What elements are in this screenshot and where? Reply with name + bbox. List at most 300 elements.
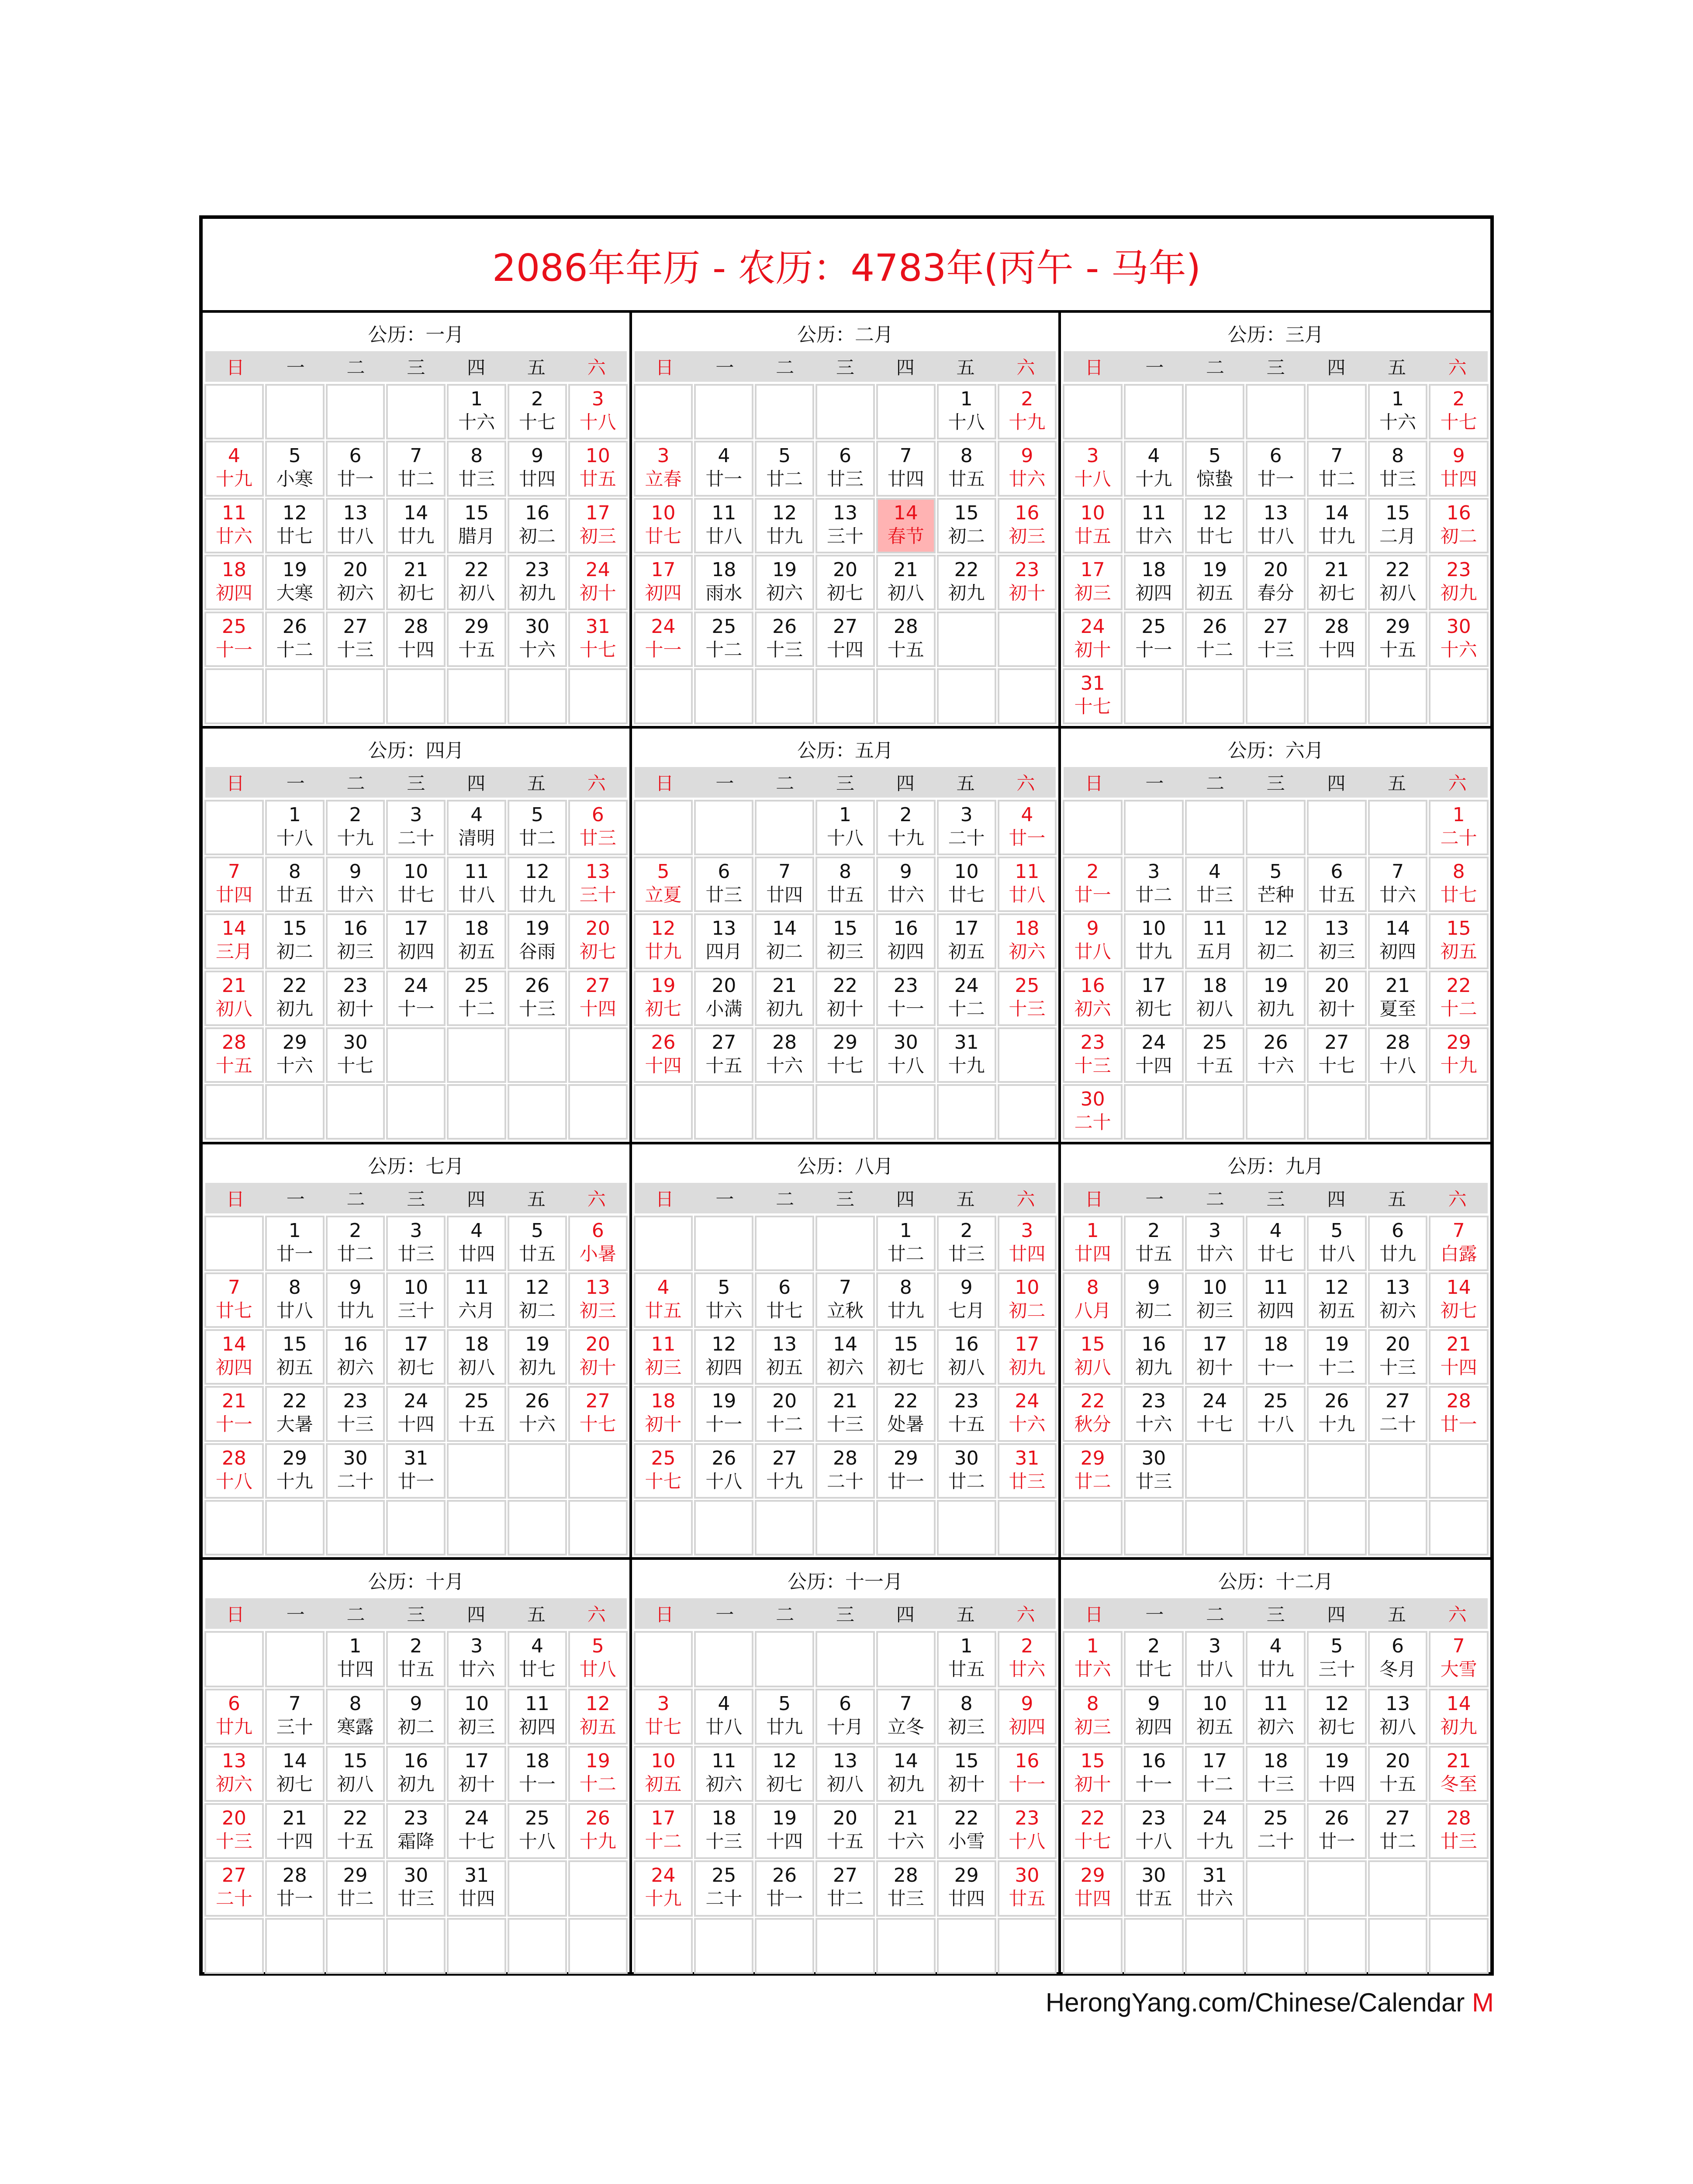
lunar-day: 十三	[826, 1413, 864, 1435]
solar-day: 8	[349, 1692, 362, 1715]
solar-day: 2	[899, 803, 912, 826]
day-cell	[1308, 857, 1366, 911]
solar-day: 19	[1324, 1333, 1349, 1356]
solar-day: 28	[833, 1447, 857, 1469]
lunar-day: 立冬	[887, 1716, 924, 1738]
solar-day: 24	[1202, 1807, 1227, 1830]
lunar-day: 初四	[215, 582, 252, 604]
weekday-label: 二	[776, 772, 795, 794]
lunar-day: 廿二	[948, 1470, 985, 1492]
lunar-day: 廿一	[276, 1888, 313, 1910]
weekday-label: 一	[1145, 772, 1164, 794]
solar-day: 3	[410, 1219, 422, 1242]
day-cell	[756, 556, 813, 609]
day-cell	[1308, 1919, 1366, 1973]
day-cell	[569, 385, 627, 439]
lunar-day: 初八	[948, 1357, 985, 1379]
day-cell	[1064, 1747, 1122, 1801]
day-cell	[1430, 1273, 1488, 1327]
solar-day: 10	[1015, 1276, 1040, 1299]
solar-day: 3	[1208, 1219, 1221, 1242]
day-cell	[205, 1444, 263, 1498]
lunar-day: 六月	[458, 1299, 495, 1321]
day-cell	[266, 1861, 324, 1915]
weekday-label: 日	[226, 1604, 245, 1626]
solar-day: 28	[221, 1447, 246, 1469]
day-cell	[1430, 1028, 1488, 1082]
lunar-day: 廿五	[397, 1659, 435, 1680]
solar-day: 15	[343, 1749, 368, 1772]
solar-day: 18	[1263, 1333, 1288, 1356]
solar-day: 26	[282, 615, 307, 638]
weekday-label: 日	[1085, 357, 1103, 378]
solar-day: 11	[464, 860, 489, 883]
solar-day: 1	[839, 803, 851, 826]
solar-day: 16	[525, 501, 549, 524]
day-cell	[1064, 1501, 1122, 1555]
day-cell	[999, 669, 1056, 723]
day-cell	[1186, 442, 1244, 495]
lunar-day: 十三	[705, 1831, 743, 1852]
solar-day: 24	[651, 1864, 676, 1887]
lunar-day: 二十	[1440, 827, 1477, 849]
weekday-label: 三	[407, 357, 425, 378]
solar-day: 11	[1263, 1692, 1288, 1715]
weekday-label: 五	[527, 357, 546, 378]
solar-day: 18	[464, 917, 489, 940]
lunar-day: 初四	[1135, 582, 1172, 604]
solar-day: 17	[651, 558, 676, 581]
lunar-day: 十三	[1257, 639, 1294, 661]
solar-day: 10	[1202, 1692, 1227, 1715]
lunar-day: 十六	[887, 1831, 924, 1852]
lunar-day: 十八	[705, 1470, 743, 1492]
lunar-day: 廿二	[518, 827, 556, 849]
day-cell	[327, 1444, 384, 1498]
solar-day: 13	[772, 1333, 797, 1356]
day-cell	[1308, 1387, 1366, 1441]
day-cell	[205, 1028, 263, 1082]
day-cell	[999, 1861, 1056, 1915]
solar-day: 18	[464, 1333, 489, 1356]
lunar-day: 廿五	[579, 468, 616, 490]
lunar-day: 廿九	[887, 1299, 924, 1321]
lunar-day: 十二	[276, 639, 313, 661]
day-cell	[635, 914, 692, 968]
day-cell	[387, 1690, 445, 1744]
solar-day: 23	[1446, 558, 1471, 581]
lunar-day: 腊月	[458, 525, 495, 547]
day-cell	[938, 1919, 995, 1973]
day-cell	[327, 1632, 384, 1686]
lunar-day: 初五	[1440, 941, 1477, 963]
lunar-day: 初四	[1257, 1299, 1294, 1321]
solar-day: 5	[531, 803, 543, 826]
day-cell	[816, 1273, 874, 1327]
day-cell	[569, 1085, 627, 1139]
lunar-day: 十七	[1074, 1831, 1111, 1852]
lunar-day: 十一	[705, 1413, 743, 1435]
lunar-day: 廿六	[1009, 468, 1046, 490]
weekday-header	[205, 767, 627, 798]
solar-day: 8	[288, 860, 301, 883]
day-cell	[1064, 612, 1122, 666]
lunar-day: 十八	[1074, 468, 1111, 490]
day-cell	[508, 442, 566, 495]
days-grid	[635, 1216, 1056, 1555]
lunar-day: 十五	[337, 1831, 374, 1852]
day-cell	[1247, 1804, 1305, 1858]
day-cell	[448, 442, 505, 495]
day-cell	[756, 1216, 813, 1270]
lunar-day: 初八	[826, 1773, 864, 1795]
day-cell	[569, 1444, 627, 1498]
day-cell	[205, 1747, 263, 1801]
day-cell	[1430, 1444, 1488, 1498]
solar-day: 11	[1202, 917, 1227, 940]
day-cell	[569, 914, 627, 968]
lunar-day: 十八	[1135, 1831, 1172, 1852]
solar-day: 13	[712, 917, 736, 940]
lunar-day: 十七	[1196, 1413, 1233, 1435]
lunar-day: 十二	[705, 639, 743, 661]
solar-day: 29	[1385, 615, 1410, 638]
day-cell	[1247, 801, 1305, 854]
day-cell	[816, 1330, 874, 1384]
lunar-day: 十四	[645, 1054, 682, 1076]
day-cell	[999, 801, 1056, 854]
lunar-day: 廿九	[1318, 525, 1355, 547]
solar-day: 31	[585, 615, 610, 638]
solar-day: 9	[1021, 1692, 1033, 1715]
lunar-day: 十四	[1135, 1054, 1172, 1076]
day-cell	[1186, 1444, 1244, 1498]
month-name: 公历：九月	[1227, 1155, 1324, 1178]
day-cell	[1247, 1387, 1305, 1441]
solar-day: 3	[657, 1692, 670, 1715]
lunar-day: 廿二	[397, 468, 435, 490]
day-cell	[938, 556, 995, 609]
solar-day: 21	[221, 974, 246, 997]
day-cell	[695, 1861, 753, 1915]
day-cell	[635, 499, 692, 553]
day-cell	[1369, 556, 1427, 609]
solar-day: 30	[1080, 1088, 1105, 1111]
solar-day: 19	[1324, 1749, 1349, 1772]
solar-day: 23	[343, 1390, 368, 1413]
day-cell	[508, 1861, 566, 1915]
lunar-day: 初七	[826, 582, 864, 604]
lunar-day: 廿一	[1440, 1413, 1477, 1435]
solar-day: 27	[1324, 1031, 1349, 1054]
day-cell	[816, 914, 874, 968]
day-cell	[877, 1216, 935, 1270]
day-cell	[327, 801, 384, 854]
day-cell	[387, 1501, 445, 1555]
solar-day: 2	[1147, 1219, 1160, 1242]
solar-day: 19	[651, 974, 676, 997]
day-cell	[938, 857, 995, 911]
day-cell	[569, 971, 627, 1025]
day-cell	[1125, 1216, 1183, 1270]
day-cell	[266, 1690, 324, 1744]
day-cell	[938, 1690, 995, 1744]
day-cell	[1308, 442, 1366, 495]
day-cell	[1186, 1273, 1244, 1327]
day-cell	[1064, 1273, 1122, 1327]
weekday-header	[1064, 1598, 1488, 1629]
day-cell	[327, 612, 384, 666]
day-cell	[266, 971, 324, 1025]
day-cell	[1430, 442, 1488, 495]
day-cell	[387, 971, 445, 1025]
days-grid	[635, 1632, 1056, 1973]
weekday-label: 日	[226, 1188, 245, 1210]
lunar-day: 八月	[1074, 1299, 1111, 1321]
solar-day: 13	[585, 1276, 610, 1299]
lunar-day: 十五	[1196, 1054, 1233, 1076]
solar-day: 17	[954, 917, 979, 940]
weekday-label: 二	[1206, 1604, 1224, 1626]
lunar-day: 初二	[1135, 1299, 1172, 1321]
lunar-day: 廿七	[276, 525, 313, 547]
weekday-label: 五	[1387, 772, 1406, 794]
solar-day: 8	[1391, 445, 1404, 467]
day-cell	[635, 1804, 692, 1858]
day-cell	[877, 612, 935, 666]
day-cell	[327, 1028, 384, 1082]
day-cell	[508, 385, 566, 439]
month-name: 公历：七月	[368, 1155, 464, 1178]
lunar-day: 十九	[1440, 1054, 1477, 1076]
day-cell	[999, 612, 1056, 666]
day-cell	[816, 385, 874, 439]
day-cell	[877, 914, 935, 968]
lunar-day: 初二	[397, 1716, 435, 1738]
solar-day: 18	[525, 1749, 549, 1772]
day-cell	[569, 1747, 627, 1801]
day-cell	[327, 1387, 384, 1441]
day-cell	[1125, 1085, 1183, 1139]
weekday-label: 二	[1206, 357, 1224, 378]
day-cell	[1125, 914, 1183, 968]
weekday-label: 四	[896, 1604, 915, 1626]
solar-day: 31	[954, 1031, 979, 1054]
solar-day: 15	[1080, 1749, 1105, 1772]
weekday-label: 五	[527, 1604, 546, 1626]
solar-day: 1	[349, 1635, 362, 1658]
solar-day: 18	[1263, 1749, 1288, 1772]
day-cell	[1369, 1861, 1427, 1915]
day-cell	[387, 1919, 445, 1973]
lunar-day: 初九	[518, 582, 556, 604]
solar-day: 10	[1141, 917, 1166, 940]
lunar-day: 十八	[826, 827, 864, 849]
lunar-day: 初三	[1196, 1299, 1233, 1321]
solar-day: 9	[349, 860, 362, 883]
solar-day: 5	[1330, 1635, 1343, 1658]
day-cell	[938, 442, 995, 495]
day-cell	[266, 1273, 324, 1327]
day-cell	[816, 612, 874, 666]
lunar-day: 初十	[458, 1773, 495, 1795]
day-cell	[205, 669, 263, 723]
lunar-day: 十三	[215, 1831, 252, 1852]
solar-day: 16	[343, 917, 368, 940]
lunar-day: 十六	[276, 1054, 313, 1076]
lunar-day: 十三	[337, 1413, 374, 1435]
day-cell	[569, 1330, 627, 1384]
lunar-day: 春节	[887, 525, 924, 547]
day-cell	[1430, 385, 1488, 439]
day-cell	[1125, 1444, 1183, 1498]
lunar-day: 初十	[645, 1413, 682, 1435]
lunar-day: 十九	[215, 468, 252, 490]
lunar-day: 十四	[397, 639, 435, 661]
lunar-day: 惊蛰	[1196, 468, 1233, 490]
day-cell	[387, 442, 445, 495]
solar-day: 20	[343, 558, 368, 581]
lunar-day: 十八	[1257, 1413, 1294, 1435]
day-cell	[999, 1632, 1056, 1686]
day-cell	[448, 612, 505, 666]
solar-day: 29	[1446, 1031, 1471, 1054]
lunar-day: 初三	[1009, 525, 1046, 547]
lunar-day: 十二	[645, 1831, 682, 1852]
day-cell	[938, 1387, 995, 1441]
lunar-day: 廿八	[1318, 1243, 1355, 1265]
weekday-label: 六	[587, 1188, 606, 1210]
day-cell	[327, 499, 384, 553]
lunar-day: 三月	[215, 941, 252, 963]
day-cell	[1064, 914, 1122, 968]
lunar-day: 二十	[397, 827, 435, 849]
day-cell	[387, 857, 445, 911]
weekday-label: 六	[1448, 1604, 1467, 1626]
solar-day: 24	[1080, 615, 1105, 638]
lunar-day: 十九	[645, 1888, 682, 1910]
day-cell	[266, 1919, 324, 1973]
day-cell	[1247, 1747, 1305, 1801]
day-cell	[756, 499, 813, 553]
day-cell	[816, 801, 874, 854]
lunar-day: 廿一	[276, 1243, 313, 1265]
month-name: 公历：十一月	[787, 1571, 903, 1593]
day-cell	[756, 1632, 813, 1686]
day-cell	[816, 1028, 874, 1082]
lunar-day: 初三	[1074, 1716, 1111, 1738]
month-name: 公历：三月	[1227, 324, 1324, 346]
solar-day: 2	[1021, 1635, 1033, 1658]
day-cell	[1247, 385, 1305, 439]
solar-day: 2	[410, 1635, 422, 1658]
weekday-label: 二	[346, 1604, 365, 1626]
day-cell	[327, 1747, 384, 1801]
solar-day: 17	[1202, 1749, 1227, 1772]
lunar-day: 初四	[397, 941, 435, 963]
day-cell	[569, 1861, 627, 1915]
day-cell	[877, 1804, 935, 1858]
lunar-day: 十九	[276, 1470, 313, 1492]
solar-day: 27	[712, 1031, 736, 1054]
solar-day: 26	[772, 615, 797, 638]
lunar-day: 初五	[1196, 1716, 1233, 1738]
solar-day: 25	[1141, 615, 1166, 638]
solar-day: 3	[1208, 1635, 1221, 1658]
day-cell	[1125, 1861, 1183, 1915]
day-cell	[508, 1501, 566, 1555]
day-cell	[877, 1861, 935, 1915]
lunar-day: 初四	[705, 1357, 743, 1379]
solar-day: 14	[833, 1333, 857, 1356]
solar-day: 26	[1324, 1807, 1349, 1830]
day-cell	[205, 1273, 263, 1327]
day-cell	[695, 556, 753, 609]
solar-day: 1	[288, 803, 301, 826]
weekday-label: 六	[1448, 772, 1467, 794]
day-cell	[1186, 1028, 1244, 1082]
day-cell	[1369, 442, 1427, 495]
lunar-day: 初七	[276, 1773, 313, 1795]
lunar-day: 初五	[579, 1716, 616, 1738]
lunar-day: 初十	[1196, 1357, 1233, 1379]
day-cell	[1430, 612, 1488, 666]
day-cell	[1186, 1747, 1244, 1801]
day-cell	[327, 1330, 384, 1384]
solar-day: 21	[833, 1390, 857, 1413]
lunar-day: 初五	[458, 941, 495, 963]
lunar-day: 雨水	[705, 582, 743, 604]
lunar-day: 春分	[1257, 582, 1294, 604]
solar-day: 27	[833, 615, 857, 638]
lunar-day: 十九	[1318, 1413, 1355, 1435]
days-grid	[1064, 385, 1488, 723]
day-cell	[756, 442, 813, 495]
day-cell	[1064, 669, 1122, 723]
lunar-day: 小暑	[579, 1243, 616, 1265]
lunar-day: 四月	[705, 941, 743, 963]
lunar-day: 廿六	[887, 884, 924, 906]
month-block	[1061, 729, 1490, 1144]
weekday-header	[205, 351, 627, 382]
day-cell	[569, 442, 627, 495]
solar-day: 28	[772, 1031, 797, 1054]
solar-day: 21	[1446, 1749, 1471, 1772]
day-cell	[635, 1216, 692, 1270]
day-cell	[1064, 1085, 1122, 1139]
lunar-day: 十七	[1440, 411, 1477, 433]
day-cell	[387, 669, 445, 723]
solar-day: 7	[1452, 1635, 1465, 1658]
day-cell	[756, 914, 813, 968]
lunar-day: 初八	[1196, 998, 1233, 1019]
weekday-header	[205, 1183, 627, 1213]
solar-day: 29	[893, 1447, 918, 1469]
lunar-day: 三十	[579, 884, 616, 906]
day-cell	[635, 1501, 692, 1555]
solar-day: 8	[1452, 860, 1465, 883]
lunar-day: 初九	[518, 1357, 556, 1379]
day-cell	[1369, 1028, 1427, 1082]
lunar-day: 廿四	[215, 884, 252, 906]
solar-day: 22	[464, 558, 489, 581]
solar-day: 27	[585, 974, 610, 997]
lunar-day: 初九	[887, 1773, 924, 1795]
solar-day: 9	[1147, 1276, 1160, 1299]
lunar-day: 十七	[826, 1054, 864, 1076]
day-cell	[1247, 1690, 1305, 1744]
day-cell	[877, 1501, 935, 1555]
